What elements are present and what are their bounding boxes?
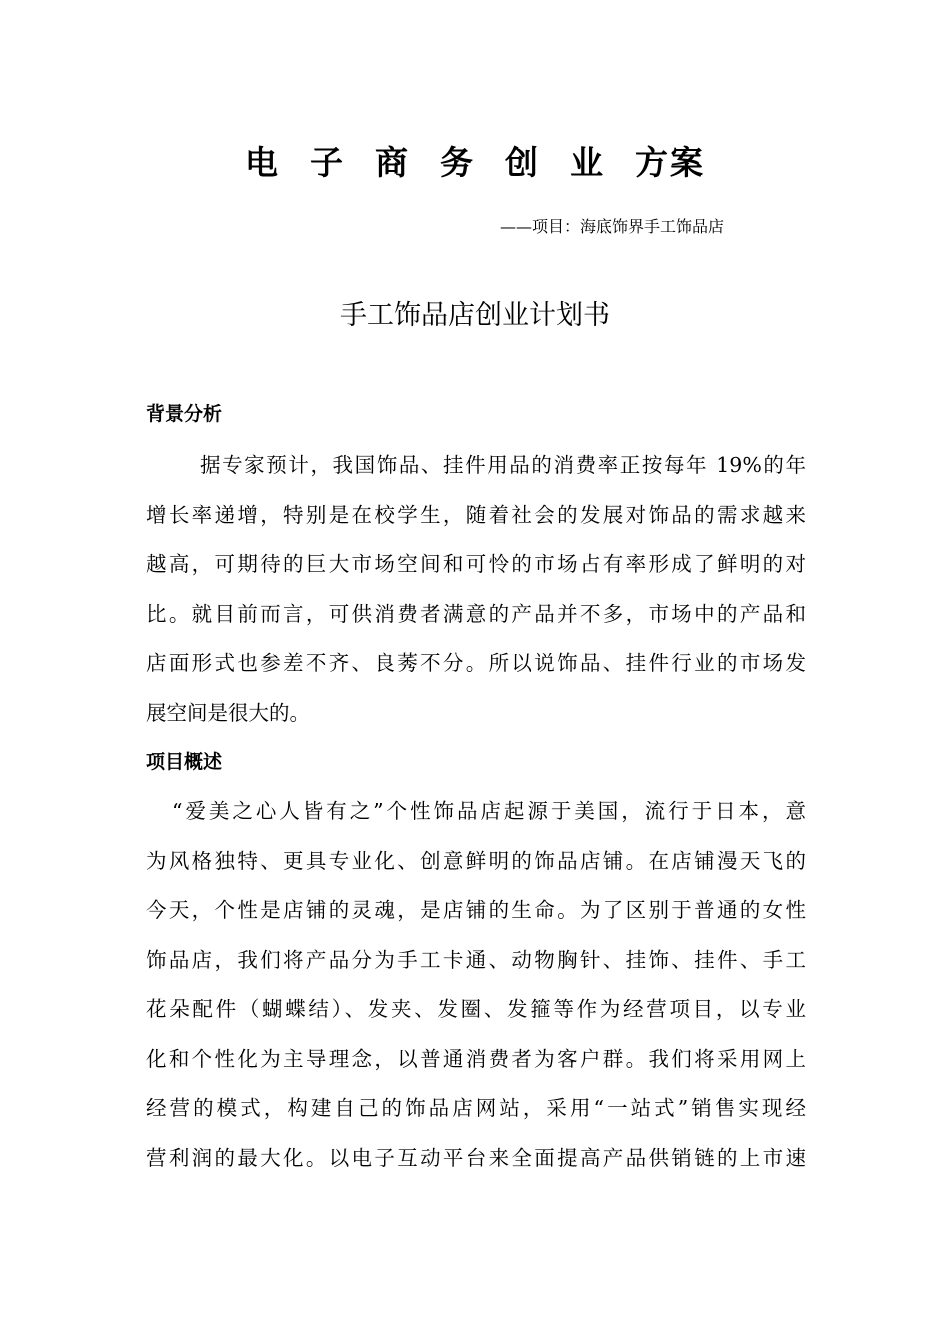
document-title (0, 138, 950, 188)
section-heading-overview: 项目概述 (146, 751, 223, 773)
paragraph-line: 经营的模式，构建自己的饰品店网站，采用“一站式”销售实现经 (146, 1096, 806, 1120)
project-subtitle: ——项目：海底饰界手工饰品店 (500, 217, 725, 236)
paragraph-line: 为风格独特、更具专业化、创意鲜明的饰品店铺。在店铺漫天飞的 (146, 848, 806, 873)
title-char: 创 (505, 143, 540, 182)
paragraph-line: 今天，个性是店铺的灵魂，是店铺的生命。为了区别于普通的女性 (146, 898, 806, 922)
paragraph-line: 比。就目前而言，可供消费者满意的产品并不多，市场中的产品和 (146, 601, 806, 626)
paragraph-line: 越高，可期待的巨大市场空间和可怜的市场占有率形成了鲜明的对 (146, 552, 806, 576)
title-char: 方案 (635, 143, 705, 182)
title-char: 商 (375, 143, 410, 182)
section-paragraph-overview (146, 787, 806, 1183)
plan-title: 手工饰品店创业计划书 (340, 300, 610, 331)
paragraph-line: 展空间是很大的。 (146, 700, 310, 725)
title-char: 务 (440, 143, 475, 182)
paragraph-line: 化和个性化为主导理念，以普通消费者为客户群。我们将采用网上 (146, 1046, 806, 1071)
paragraph-line: “爱美之心人皆有之”个性饰品店起源于美国，流行于日本，意 (172, 799, 806, 823)
title-char: 电 (245, 143, 280, 182)
title-char: 业 (570, 143, 605, 182)
paragraph-line: 营利润的最大化。以电子互动平台来全面提高产品供销链的上市速 (146, 1145, 806, 1170)
paragraph-line: 据专家预计，我国饰品、挂件用品的消费率正按每年 19%的年 (200, 453, 806, 477)
title-char: 子 (310, 143, 345, 182)
section-heading-background: 背景分析 (146, 403, 223, 425)
section-paragraph-background (146, 441, 806, 738)
paragraph-line: 增长率递增，特别是在校学生，随着社会的发展对饰品的需求越来 (146, 502, 806, 527)
paragraph-line: 饰品店，我们将产品分为手工卡通、动物胸针、挂饰、挂件、手工 (146, 947, 806, 972)
paragraph-line: 花朵配件（蝴蝶结）、发夹、发圈、发箍等作为经营项目，以专业 (146, 997, 806, 1021)
paragraph-line: 店面形式也参差不齐、良莠不分。所以说饰品、挂件行业的市场发 (146, 651, 806, 675)
